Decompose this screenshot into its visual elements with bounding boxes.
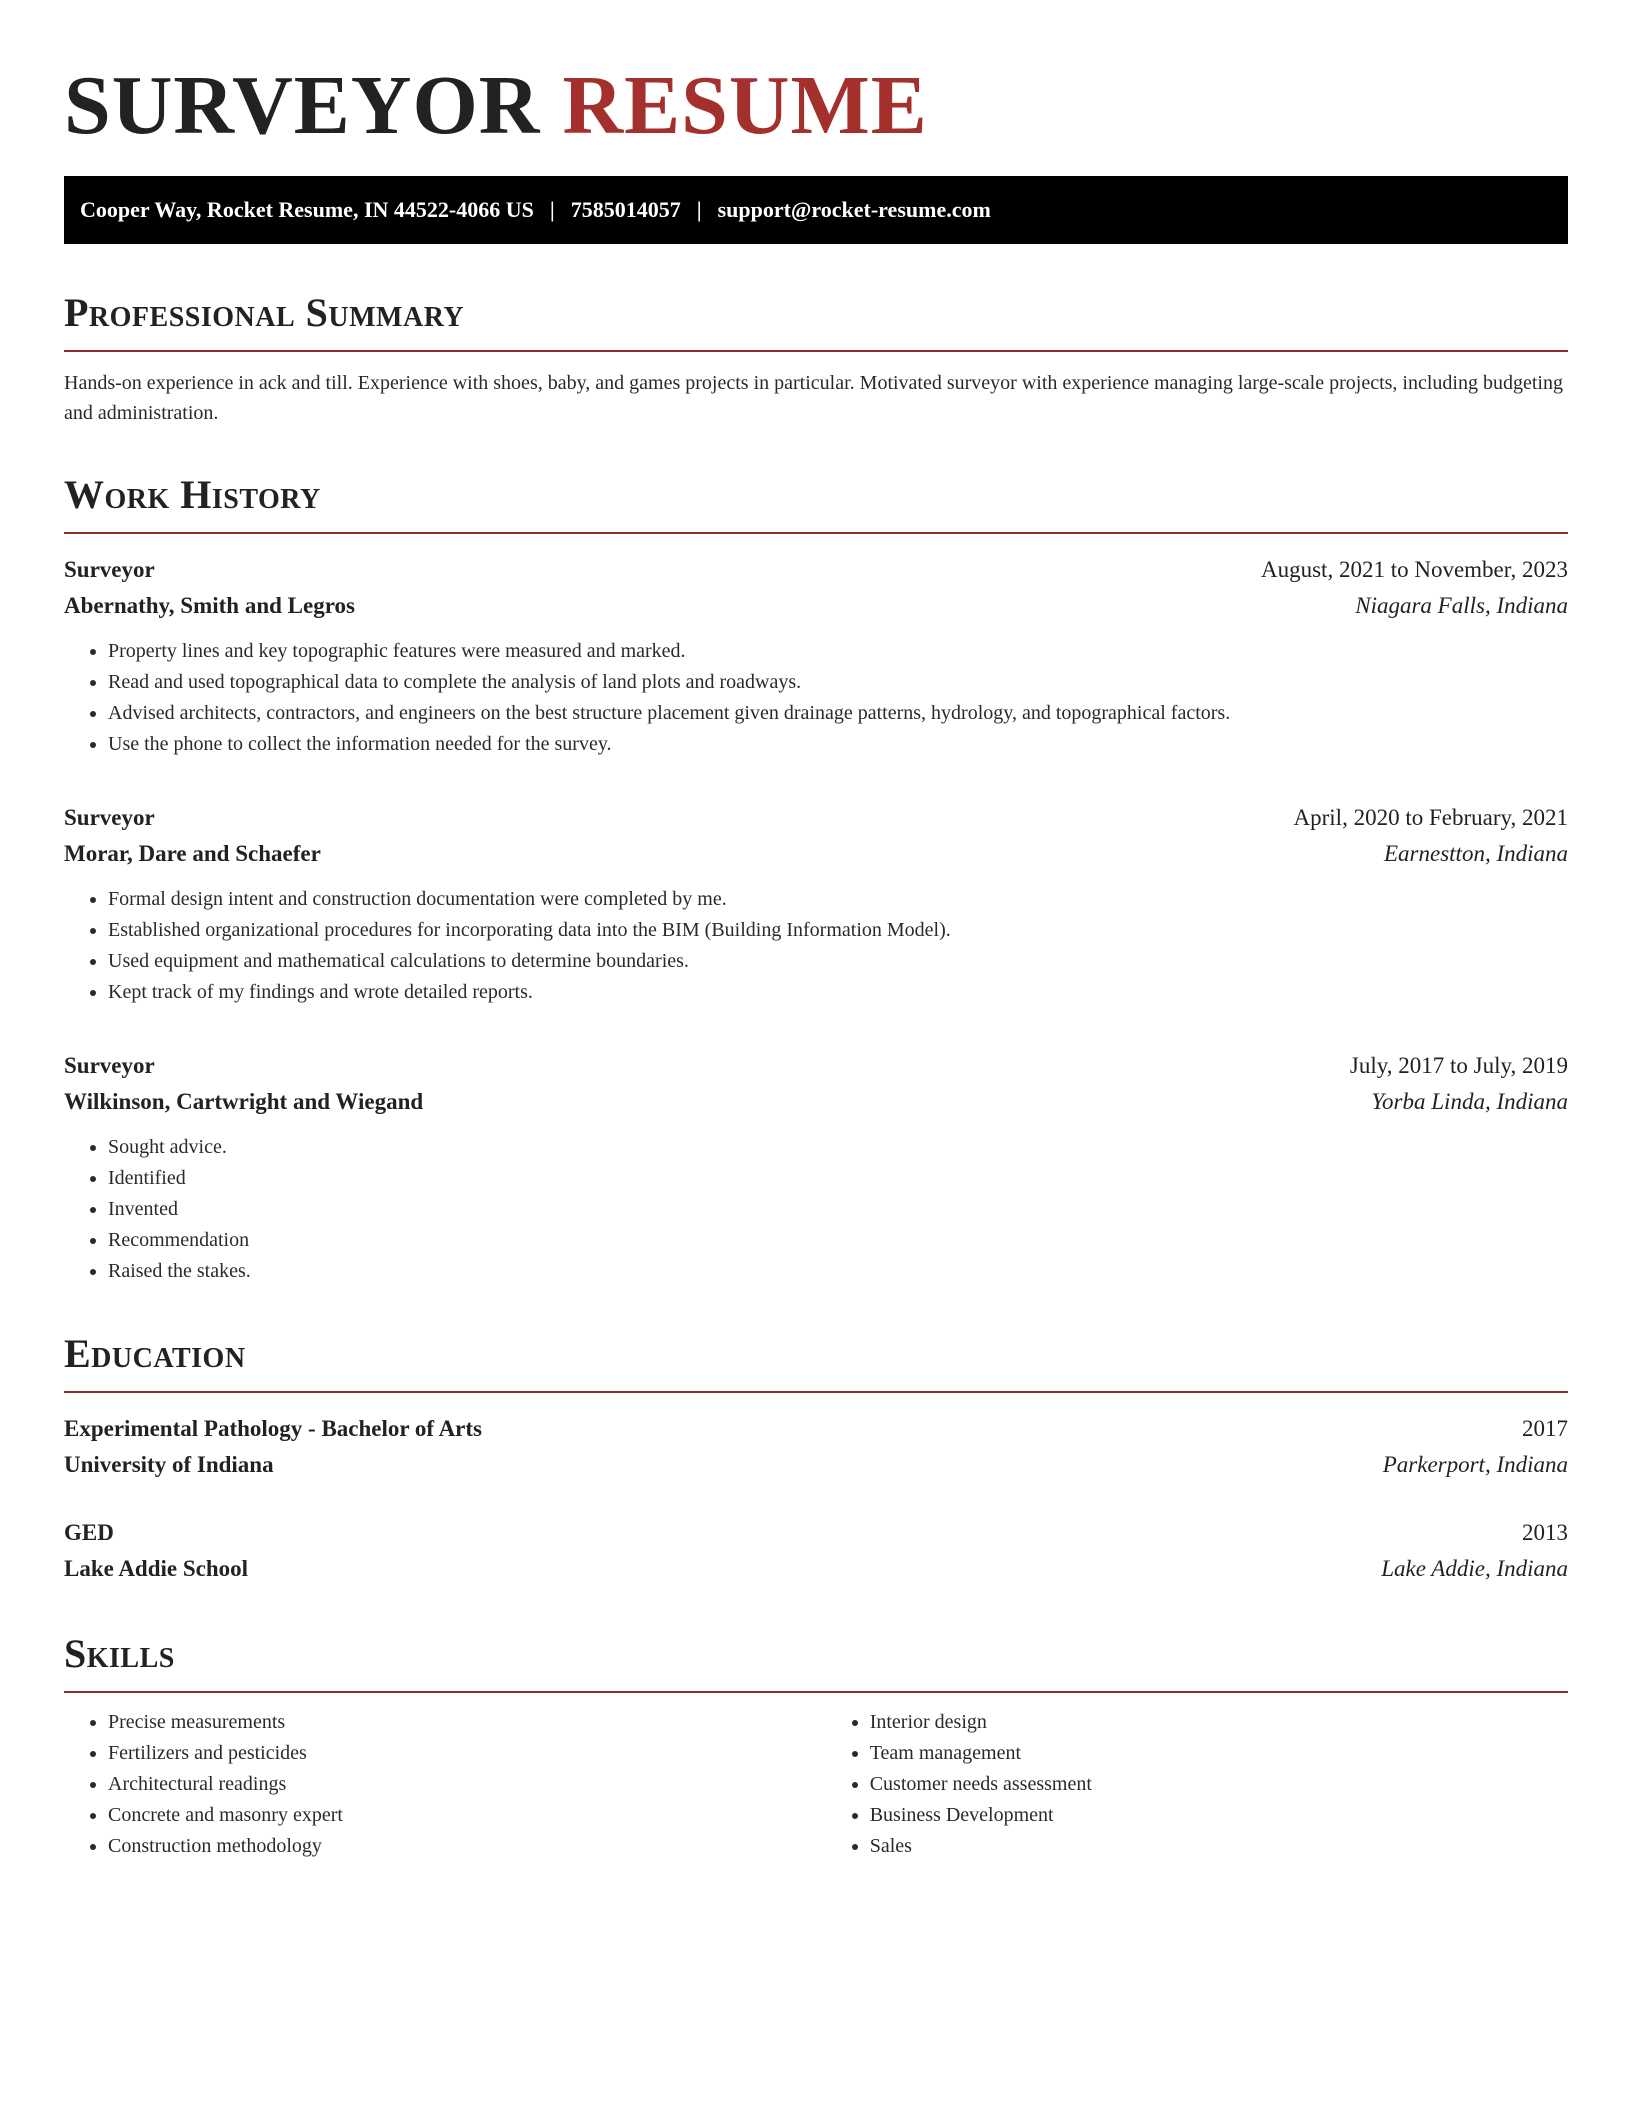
section-divider — [64, 350, 1568, 352]
job-duty: • Raised the stakes. — [108, 1256, 1568, 1287]
title-main: SURVEYOR — [64, 59, 541, 152]
contact-bar — [64, 176, 1568, 244]
education-location: Parkerport, Indiana — [1382, 1452, 1568, 1477]
job-duty: • Sought advice. — [108, 1132, 1568, 1163]
job-duty: • Recommendation — [108, 1225, 1568, 1256]
contact-address: Cooper Way, Rocket Resume, IN 44522-4066 US — [80, 197, 534, 222]
job-duty: • Advised architects, contractors, and engineers on the best structure placement given drainage patterns, hydrology, and topographical factors. — [108, 698, 1568, 729]
job-dates: August, 2021 to November, 2023 — [1261, 557, 1568, 582]
job-location: Earnestton, Indiana — [1384, 841, 1568, 866]
job-duty: • Identified — [108, 1163, 1568, 1194]
work-history-section — [64, 472, 1568, 1287]
job-duties — [64, 1132, 1568, 1287]
education-year: 2017 — [1522, 1416, 1568, 1441]
job-location: Yorba Linda, Indiana — [1371, 1089, 1568, 1114]
job-dates: April, 2020 to February, 2021 — [1293, 805, 1568, 830]
summary-text: Hands-on experience in ack and till. Experience with shoes, baby, and games projects in particular. Motivated surveyor with experience managing large-scale projects, including budgeting and administration. — [64, 372, 1563, 424]
job-title: Surveyor — [64, 557, 155, 582]
contact-separator: | — [696, 197, 702, 222]
job-company: Morar, Dare and Schaefer — [64, 841, 321, 866]
job-duty: • Established organizational procedures for incorporating data into the BIM (Building Information Model). — [108, 915, 1568, 946]
education-degree: Experimental Pathology - Bachelor of Arts — [64, 1416, 482, 1441]
work-history-heading: Work History — [64, 472, 321, 517]
job-duty: • Property lines and key topographic features were measured and marked. — [108, 636, 1568, 667]
skill-item: • Concrete and masonry expert — [108, 1800, 826, 1831]
education-entry — [64, 1411, 1568, 1483]
education-entry — [64, 1515, 1568, 1587]
skills-columns — [64, 1707, 1568, 1862]
skills-section — [64, 1631, 1568, 1862]
skills-heading: Skills — [64, 1631, 175, 1676]
education-year: 2013 — [1522, 1520, 1568, 1545]
job-entry — [64, 800, 1568, 1008]
education-school: Lake Addie School — [64, 1556, 249, 1581]
job-duty: • Formal design intent and construction documentation were completed by me. — [108, 884, 1568, 915]
skill-item: • Architectural readings — [108, 1769, 826, 1800]
contact-phone: 7585014057 — [570, 197, 681, 222]
section-divider — [64, 532, 1568, 534]
job-entry — [64, 1048, 1568, 1287]
skills-list-left — [64, 1707, 826, 1862]
education-degree: GED — [64, 1520, 114, 1545]
job-duty: • Kept track of my findings and wrote detailed reports. — [108, 977, 1568, 1008]
job-company: Wilkinson, Cartwright and Wiegand — [64, 1089, 424, 1114]
skill-item: • Construction methodology — [108, 1831, 826, 1862]
skill-item: • Precise measurements — [108, 1707, 826, 1738]
job-dates: July, 2017 to July, 2019 — [1349, 1053, 1568, 1078]
education-heading: Education — [64, 1331, 246, 1376]
job-title: Surveyor — [64, 805, 155, 830]
job-location: Niagara Falls, Indiana — [1355, 593, 1568, 618]
section-divider — [64, 1391, 1568, 1393]
job-duty: • Invented — [108, 1194, 1568, 1225]
contact-separator: | — [549, 197, 555, 222]
skill-item: • Fertilizers and pesticides — [108, 1738, 826, 1769]
job-duty: • Read and used topographical data to complete the analysis of land plots and roadways. — [108, 667, 1568, 698]
education-section — [64, 1331, 1568, 1587]
resume-title — [64, 56, 1568, 156]
resume-content — [64, 56, 1568, 1862]
job-duties — [64, 636, 1568, 760]
skills-list-right — [826, 1707, 1568, 1862]
title-accent: RESUME — [562, 59, 928, 152]
education-school: University of Indiana — [64, 1452, 274, 1477]
job-duty: • Use the phone to collect the information needed for the survey. — [108, 729, 1568, 760]
skill-item: • Business Development — [870, 1800, 1568, 1831]
job-duty: • Used equipment and mathematical calculations to determine boundaries. — [108, 946, 1568, 977]
skill-item: • Interior design — [870, 1707, 1568, 1738]
summary-section — [64, 290, 1568, 428]
job-company: Abernathy, Smith and Legros — [64, 593, 355, 618]
contact-email: support@rocket-resume.com — [717, 197, 991, 222]
skill-item: • Customer needs assessment — [870, 1769, 1568, 1800]
job-entry — [64, 552, 1568, 760]
skill-item: • Sales — [870, 1831, 1568, 1862]
job-duties — [64, 884, 1568, 1008]
education-location: Lake Addie, Indiana — [1381, 1556, 1568, 1581]
summary-heading: Professional Summary — [64, 290, 465, 335]
skill-item: • Team management — [870, 1738, 1568, 1769]
job-title: Surveyor — [64, 1053, 155, 1078]
section-divider — [64, 1691, 1568, 1693]
